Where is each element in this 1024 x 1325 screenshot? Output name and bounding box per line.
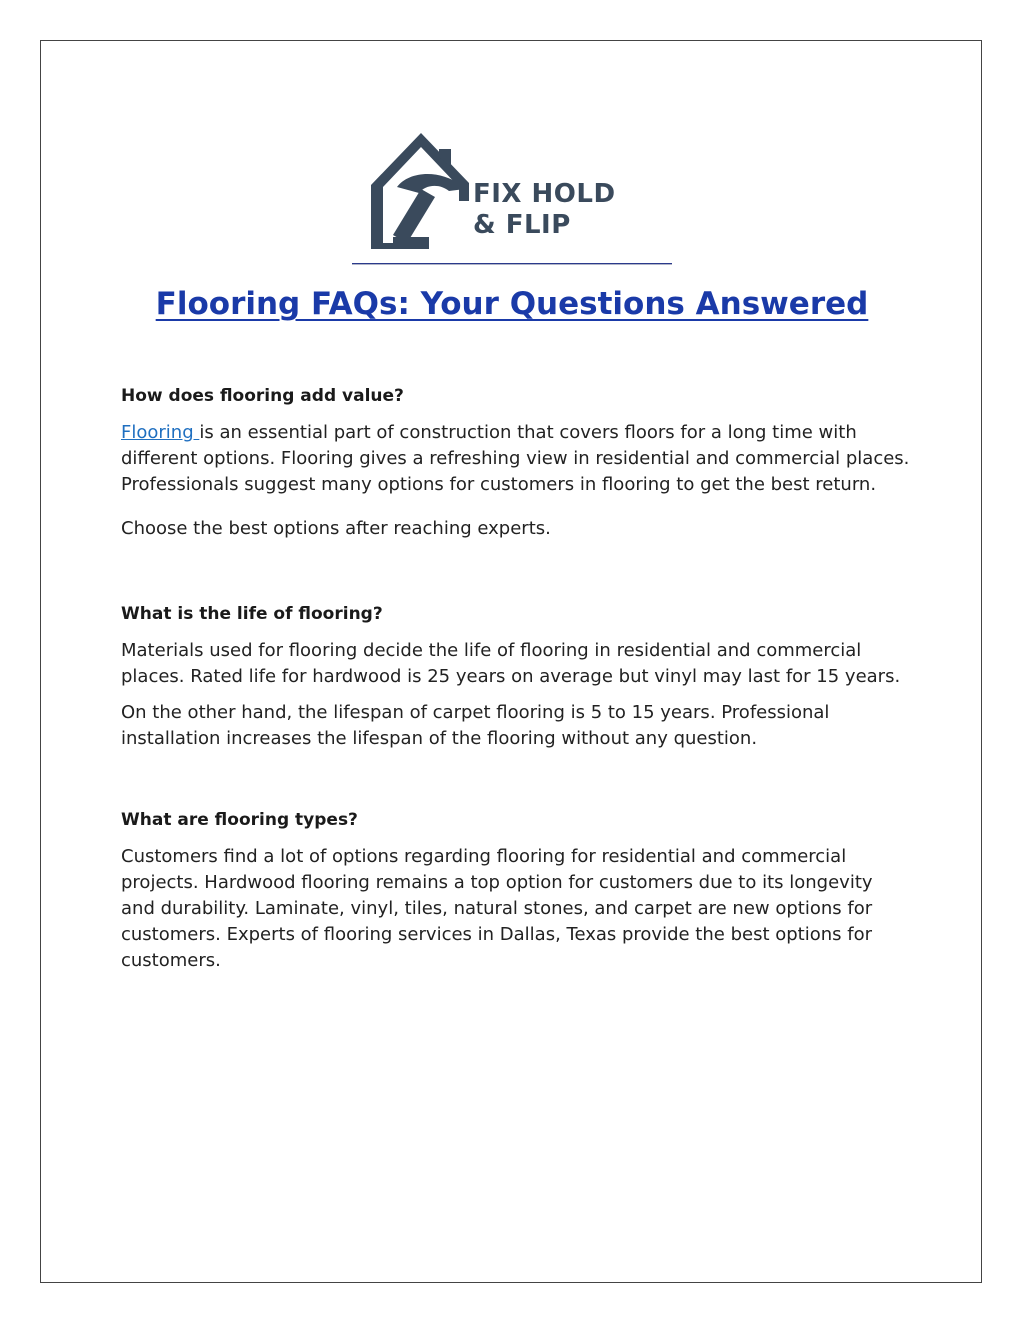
flooring-link[interactable]: Flooring — [121, 422, 200, 443]
faq-section-3 — [121, 810, 911, 974]
section-spacer — [121, 762, 911, 810]
faq-section-2 — [121, 604, 911, 752]
document-page — [40, 40, 982, 1283]
faq-section-1 — [121, 386, 911, 542]
page-title: Flooring FAQs: Your Questions Answered — [155, 286, 869, 322]
faq-answer-paragraph: Customers find a lot of options regarding flooring for residential and commercial projects. Hardwood flooring remains a top option for customers due to its longevity and durability. Laminate, vinyl, tiles, natural stones, and carpet are new options for customers. Experts of flooring services in Dallas, Texas provide the best options for customers. — [121, 846, 873, 971]
faq-answer-paragraph: Choose the best options after reaching experts. — [121, 518, 551, 539]
faq-answer-paragraph: On the other hand, the lifespan of carpet flooring is 5 to 15 years. Professional installation increases the lifespan of the flooring without any question. — [121, 702, 830, 749]
faq-question: How does flooring add value? — [121, 386, 404, 406]
faq-question: What are flooring types? — [121, 810, 358, 830]
faq-answer-paragraph — [121, 420, 911, 498]
house-hammer-logo-icon — [369, 127, 479, 249]
faq-content — [121, 386, 911, 984]
logo-line-2: & FLIP — [473, 210, 571, 240]
logo-line-1: FIX HOLD — [473, 179, 616, 209]
faq-answer-paragraph: Materials used for flooring decide the life of flooring in residential and commercial places. Rated life for hardwood is 25 years on average but vinyl may last for 15 years. — [121, 640, 901, 687]
section-spacer — [121, 552, 911, 604]
logo-divider — [352, 263, 672, 265]
faq-question: What is the life of flooring? — [121, 604, 383, 624]
fix-hold-flip-logo — [369, 127, 637, 249]
logo-wordmark — [473, 179, 616, 241]
faq-answer-text: is an essential part of construction that covers floors for a long time with different options. Flooring gives a refreshing view in residential and commercial places. Professionals suggest many options for customers in flooring to get the best return. — [121, 422, 910, 495]
